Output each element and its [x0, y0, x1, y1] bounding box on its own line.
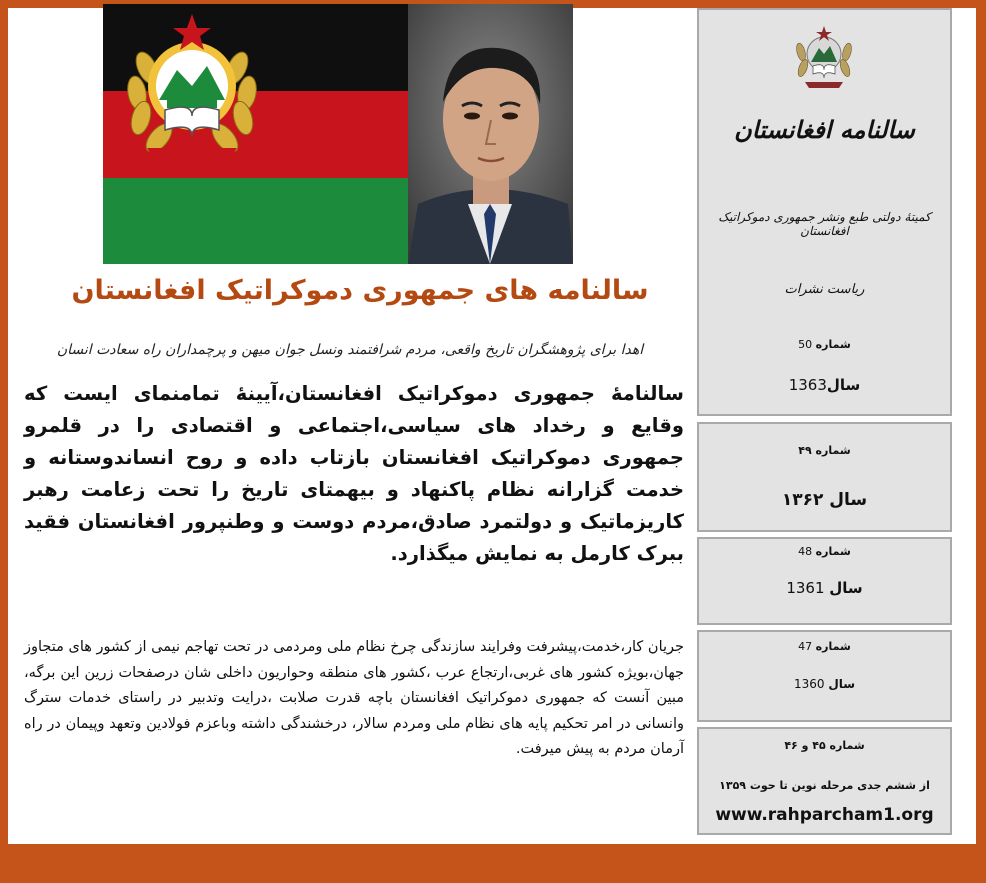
- year-label: سال: [826, 376, 861, 394]
- website-link[interactable]: www.rahparcham1.org: [715, 805, 934, 825]
- portrait-photo-icon: [408, 4, 573, 264]
- intro-paragraph: سالنامۀ جمهوری دموکراتیک افغانستان،آیینۀ تمامنمای ایست که وقایع و رخداد های سیاسی،اجتماعی و اقتصادی را در قلمرو جمهوری دموکراتیک افغانستان بازتاب داده و روح انساندوستانه و خدمت گزارانه نظام پاکنهاد و بیهمتای تاریخ را تحت زعامت رهبر کاریزماتیک و دولتمرد صادق،مردم دوست و وطنپرور افغانستان فقید ببرک کارمل به نمایش میگذارد.: [24, 382, 684, 565]
- issue-year: [699, 579, 950, 597]
- issue-year: [699, 677, 950, 691]
- national-emblem-icon: [107, 8, 277, 168]
- issue-49-panel[interactable]: [697, 422, 952, 532]
- issue-year: سال ۱۳۶۲: [781, 490, 868, 510]
- issue-value: 50: [798, 338, 813, 351]
- issue-label: شماره: [815, 545, 851, 558]
- year-value: 1363: [788, 376, 827, 394]
- issue-number: [699, 640, 950, 653]
- issue-number: [699, 338, 950, 351]
- issue-label: شماره: [815, 338, 851, 351]
- year-label: سال: [829, 579, 863, 597]
- issue-number: شماره ۴۵ و ۴۶: [784, 739, 865, 752]
- issue-label: شماره: [815, 640, 851, 653]
- year-value: 1361: [786, 579, 825, 597]
- issue-value: 48: [798, 545, 813, 558]
- issue-year: [699, 376, 950, 394]
- issue-50-panel[interactable]: [697, 8, 952, 416]
- year-label: سال: [828, 677, 856, 691]
- issue-number: شماره ۴۹: [798, 444, 851, 457]
- flag-banner: [103, 4, 573, 264]
- issue-48-panel[interactable]: [697, 537, 952, 625]
- dedication-line: اهدا برای پژوهشگران تاریخ واقعی، مردم شرافتمند ونسل جوان میهن و پرچمداران راه سعادت انسان: [56, 342, 644, 358]
- publisher-committee: کمیتهٔ دولتی طبع ونشر جمهوری دموکراتیک افغانستان: [718, 210, 931, 238]
- issue-47-panel[interactable]: [697, 630, 952, 722]
- sidebar-title: سالنامه افغانستان: [734, 115, 915, 144]
- publisher-presidency: ریاست نشرات: [784, 282, 865, 297]
- page-title: سالنامه های جمهوری دموکراتیک افغانستان: [71, 275, 649, 306]
- issue-number: [699, 545, 950, 558]
- issue-45-46-panel[interactable]: [697, 727, 952, 835]
- issue-value: 47: [798, 640, 813, 653]
- body-paragraph: جریان کار،خدمت،پیشرفت وفرایند سازندگی چرخ نظام ملی ومردمی در تحت تهاجم نیمی از کشور های متجاوز جهان،بویژه کشور های غربی،ارتجاع عرب ،کشور های منطقه وحواریون داخلی شان درصفحات زرین این برگه، مبین آنست که جمهوری دموکراتیک افغانستان باچه قدرت صلابت ،درایت وتدبیر در راستای خدمات سترگ وانسانی در امر تحکیم پایه های نظام ملی ومردم سالار، درخشندگی داشته وباعزم فولادین وتعهد وپیمان در راه آرمان مردم به پیش میرفت.: [24, 639, 684, 757]
- issue-period: از ششم جدی مرحله نوین تا حوت ۱۳۵۹: [719, 779, 930, 792]
- year-value: 1360: [793, 677, 825, 691]
- sidebar-emblem-icon: [789, 22, 859, 90]
